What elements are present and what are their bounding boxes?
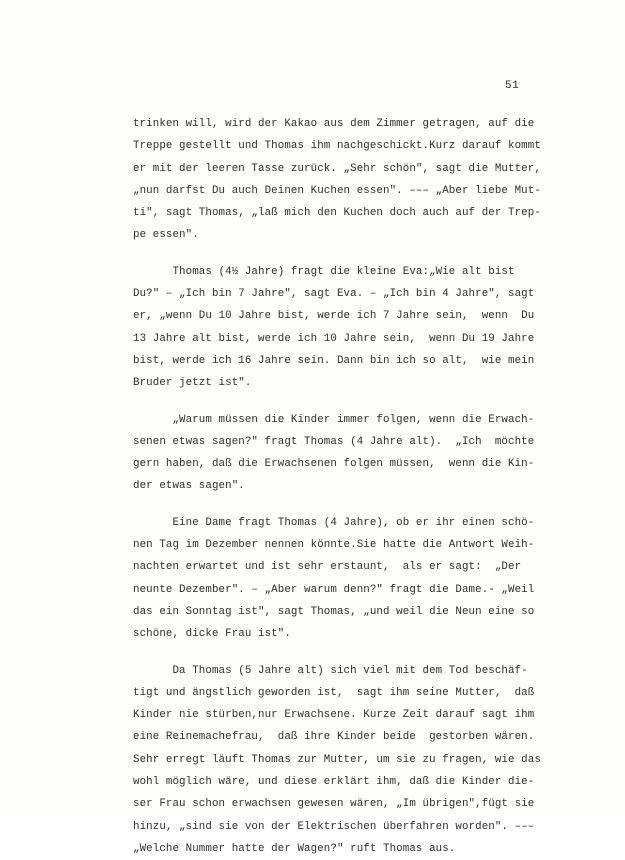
text-line: Kinder nie stürben,nur Erwachsene. Kurze Zeit darauf sagt ihm xyxy=(133,709,535,722)
text-line: pe essen". xyxy=(133,229,199,242)
text-line: senen etwas sagen?" fragt Thomas (4 Jahre alt). „Ich möchte xyxy=(133,435,535,448)
paragraph xyxy=(133,660,541,860)
text-line: ser Frau schon erwachsen gewesen wären, „Im übrigen",fügt sie xyxy=(133,798,535,811)
text-line: gern haben, daß die Erwachsenen folgen müssen, wenn die Kin- xyxy=(133,458,535,471)
text-line: „Warum müssen die Kinder immer folgen, wenn die Erwach- xyxy=(133,413,535,426)
text-line: ti", sagt Thomas, „laß mich den Kuchen doch auch auf der Trep- xyxy=(133,207,541,220)
paragraph-gap xyxy=(133,247,528,261)
text-line: 13 Jahre alt bist, werde ich 10 Jahre sein, wenn Du 19 Jahre xyxy=(133,332,535,345)
text-line: Sehr erregt läuft Thomas zur Mutter, um sie zu fragen, wie das xyxy=(133,753,541,766)
text-line: Thomas (4½ Jahre) fragt die kleine Eva:„Wie alt bist xyxy=(133,265,515,278)
text-line: Da Thomas (5 Jahre alt) sich viel mit dem Tod beschäf- xyxy=(133,664,528,677)
text-line: er, „wenn Du 10 Jahre bist, werde ich 7 Jahre sein, wenn Du xyxy=(133,310,535,323)
text-line: er mit der leeren Tasse zurück. „Sehr schön", sagt die Mutter, xyxy=(133,162,541,175)
text-line: „Welche Nummer hatte der Wagen?" ruft Thomas aus. xyxy=(133,842,456,855)
paragraph xyxy=(133,113,541,247)
paragraph xyxy=(133,261,535,395)
text-line: nachten erwartet und ist sehr erstaunt, als er sagt: „Der xyxy=(133,561,522,574)
text-line: Eine Dame fragt Thomas (4 Jahre), ob er ihr einen schö- xyxy=(133,516,535,529)
text-line: Du?" – „Ich bin 7 Jahre", sagt Eva. – „Ich bin 4 Jahre", sagt xyxy=(133,288,535,301)
text-line: der etwas sagen". xyxy=(133,480,245,493)
text-line: wohl möglich wäre, und diese erklärt ihm, daß die Kinder die- xyxy=(133,776,535,789)
paragraph-gap xyxy=(133,646,528,660)
text-line: schöne, dicke Frau ist". xyxy=(133,628,291,641)
text-line: tigt und ängstlich geworden ist, sagt ihm seine Mutter, daß xyxy=(133,686,535,699)
text-line: das ein Sonntag ist", sagt Thomas, „und weil die Neun eine so xyxy=(133,605,535,618)
text-line: Bruder jetzt ist". xyxy=(133,377,252,390)
body-text xyxy=(133,113,541,860)
paragraph-gap xyxy=(133,498,528,512)
paragraph-gap xyxy=(133,395,528,409)
paragraph xyxy=(133,512,535,646)
text-line: bist, werde ich 16 Jahre sein. Dann bin ich so alt, wie mein xyxy=(133,354,535,367)
paragraph xyxy=(133,409,535,498)
text-line: eine Reinemachefrau, daß ihre Kinder beide gestorben wären. xyxy=(133,731,535,744)
text-line: „nun darfst Du auch Deinen Kuchen essen". ––– „Aber liebe Mut- xyxy=(133,184,541,197)
text-line: Treppe gestellt und Thomas ihm nachgeschickt.Kurz darauf kommt xyxy=(133,140,541,153)
text-line: trinken will, wird der Kakao aus dem Zimmer getragen, auf die xyxy=(133,118,535,130)
text-line: hinzu, „sind sie von der Elektrischen überfahren worden". ––– xyxy=(133,820,535,833)
page-number: 51 xyxy=(505,80,520,92)
text-line: nen Tag im Dezember nennen könnte.Sie hatte die Antwort Weih- xyxy=(133,539,535,552)
text-line: neunte Dezember". – „Aber warum denn?" fragt die Dame.- „Weil xyxy=(133,583,535,596)
